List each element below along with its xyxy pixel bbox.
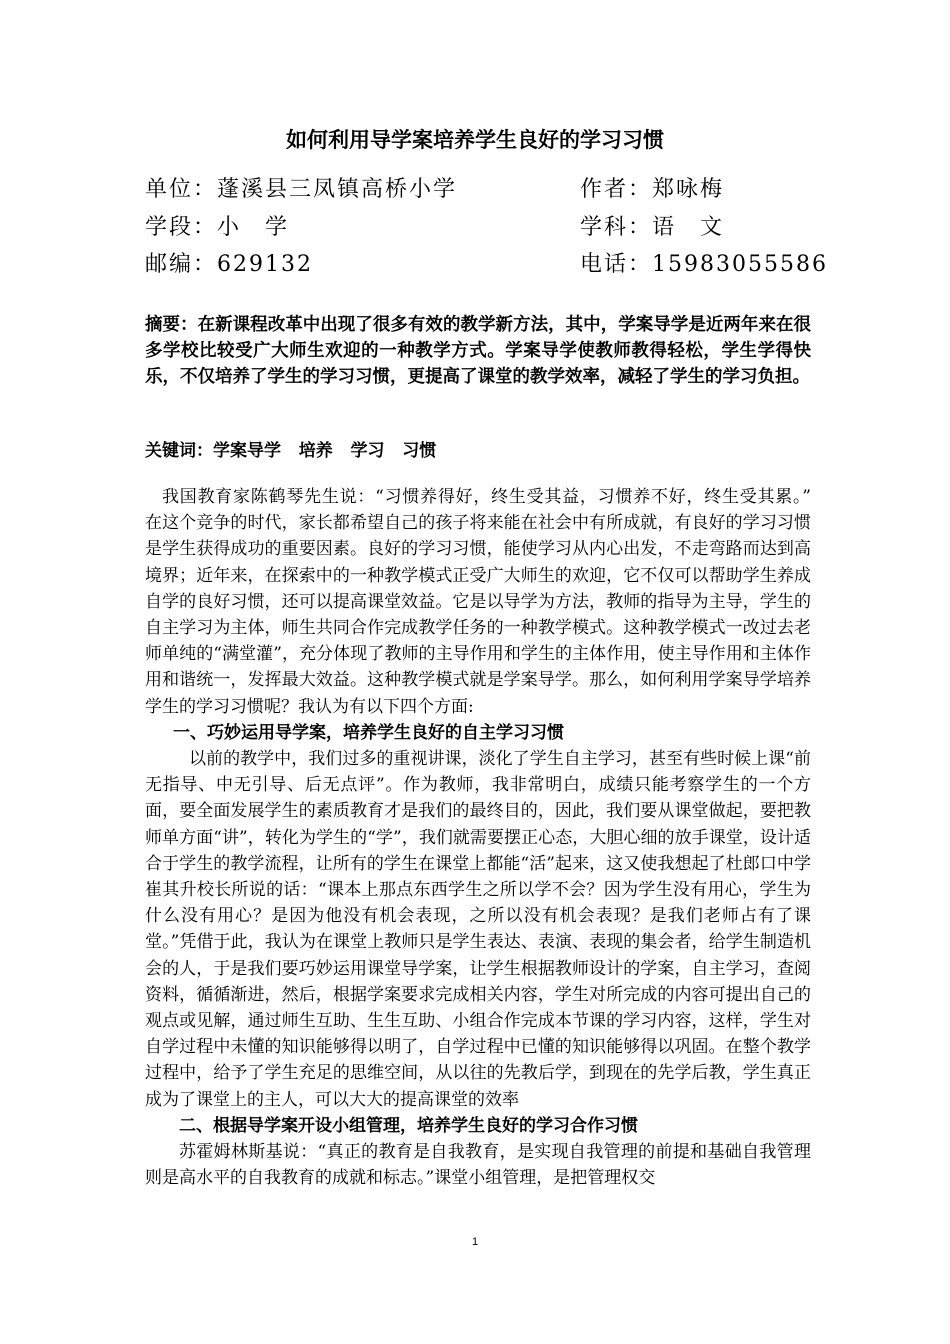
abstract: 摘要：在新课程改革中出现了很多有效的教学新方法，其中，学案导学是近两年来在很多学校比较受广大师生欢迎的一种教学方式。学案导学使教师教得轻松，学生学得快乐，不仅培养了学生的学习习惯，更提高了课堂的教学效率，减轻了学生的学习负担。 — [145, 315, 811, 387]
document-body — [145, 484, 828, 1191]
section-1-heading: 一、巧妙运用导学案，培养学生良好的自主学习习惯 — [173, 722, 564, 743]
section-1-paragraph: 以前的教学中，我们过多的重视讲课，淡化了学生自主学习，甚至有些时候上课“前无指导、中无引导、后无点评”。作为教师，我非常明白，成绩只能考察学生的一个方面，要全面发展学生的素质教育才是我们的最终目的，因此，我们要从课堂做起，要把教师单方面“讲”，转化为学生的“学”，我们就需要摆正心态，大胆心细的放手课堂，设计适合于学生的教学流程，让所有的学生在课堂上都能“活”起来，这又使我想起了杜郎口中学崔其升校长所说的话：“课本上那点东西学生之所以学不会？因为学生没有用心，学生为什么没有用心？是因为他没有机会表现，之所以没有机会表现？是我们老师占有了课堂。”凭借于此，我认为在课堂上教师只是学生表达、表演、表现的集会者，给学生制造机会的人，于是我们要巧妙运用课堂导学案，让学生根据教师设计的学案，自主学习，查阅资料，循循渐进，然后，根据学案要求完成相关内容，学生对所完成的内容可提出自己的观点或见解，通过师生互助、生生互助、小组合作完成本节课的学习内容，这样，学生对自学过程中未懂的知识能够得以明了，自学过程中已懂的知识能够得以巩固。在整个教学过程中，给予了学生充足的思维空间，从以往的先教后学，到现在的先学后教，学生真正成为了课堂上的主人，可以大大的提高课堂的效率 — [145, 749, 811, 1110]
meta-row-level — [145, 210, 780, 242]
page-number: 1 — [471, 1236, 479, 1248]
meta-subject: 学科：语 文 — [580, 215, 725, 240]
meta-author: 作者：郑咏梅 — [580, 177, 725, 202]
meta-phone: 电话：15983055586 — [580, 252, 828, 277]
document-title: 如何利用导学案培养学生良好的学习习惯 — [286, 128, 664, 152]
meta-row-postcode — [145, 247, 828, 279]
section-2-heading: 二、根据导学案开设小组管理，培养学生良好的学习合作习惯 — [179, 1115, 638, 1136]
meta-postcode: 邮编：629132 — [145, 252, 313, 277]
meta-level: 学段：小 学 — [145, 215, 290, 240]
meta-unit: 单位：蓬溪县三凤镇高桥小学 — [145, 177, 458, 202]
section-2-paragraph: 苏霍姆林斯基说：“真正的教育是自我教育，是实现自我管理的前提和基础自我管理则是高水平的自我教育的成就和标志。”课堂小组管理，是把管理权交 — [145, 1142, 811, 1189]
keywords: 关键词：学案导学 培养 学习 习惯 — [145, 441, 437, 461]
intro-paragraph: 我国教育家陈鹤琴先生说：“习惯养得好，终生受其益，习惯养不好，终生受其累。” 在这个竞争的时代，家长都希望自己的孩子将来能在社会中有所成就，有良好的学习习惯是学生获得成功的重要因素。良好的学习习惯，能使学习从内心出发，不走弯路而达到高境界；近年来，在探索中的一种教学模式正受广大师生的欢迎，它不仅可以帮助学生养成自学的良好习惯，还可以提高课堂效益。它是以导学为方法，教师的指导为主导，学生的自主学习为主体，师生共同合作完成教学任务的一种教学模式。这种教学模式一改过去老师单纯的“满堂灌”，充分体现了教师的主导作用和学生的主体作用，使主导作用和主体作用和谐统一，发挥最大效益。这种教学模式就是学案导学。那么，如何利用学案导学培养学生的学习习惯呢？我认为有以下四个方面: — [145, 487, 828, 717]
meta-row-unit — [145, 172, 780, 204]
